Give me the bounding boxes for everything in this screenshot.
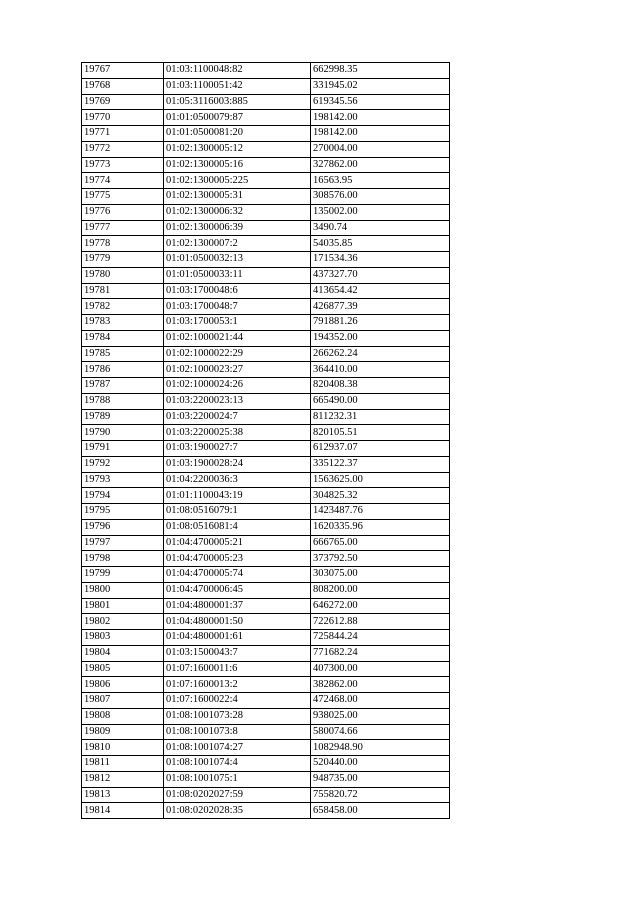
cadastral-number-cell: 01:03:2200025:38 bbox=[164, 425, 311, 441]
table-row bbox=[82, 645, 450, 661]
row-number-cell: 19807 bbox=[82, 693, 164, 709]
row-number-cell: 19790 bbox=[82, 425, 164, 441]
table-row bbox=[82, 362, 450, 378]
amount-cell: 791881.26 bbox=[311, 315, 450, 331]
table-row bbox=[82, 582, 450, 598]
amount-cell: 820408.38 bbox=[311, 378, 450, 394]
amount-cell: 1620335.96 bbox=[311, 519, 450, 535]
amount-cell: 580074.66 bbox=[311, 724, 450, 740]
row-number-cell: 19800 bbox=[82, 582, 164, 598]
row-number-cell: 19771 bbox=[82, 126, 164, 142]
amount-cell: 194352.00 bbox=[311, 330, 450, 346]
amount-cell: 54035.85 bbox=[311, 236, 450, 252]
table-row bbox=[82, 409, 450, 425]
table-row bbox=[82, 677, 450, 693]
amount-cell: 755820.72 bbox=[311, 787, 450, 803]
cadastral-number-cell: 01:08:1001075:1 bbox=[164, 771, 311, 787]
cadastral-number-cell: 01:08:1001074:4 bbox=[164, 756, 311, 772]
amount-cell: 270004.00 bbox=[311, 141, 450, 157]
amount-cell: 820105.51 bbox=[311, 425, 450, 441]
table-row bbox=[82, 614, 450, 630]
table-row bbox=[82, 535, 450, 551]
row-number-cell: 19802 bbox=[82, 614, 164, 630]
row-number-cell: 19801 bbox=[82, 598, 164, 614]
table-row bbox=[82, 173, 450, 189]
cadastral-number-cell: 01:04:2200036:3 bbox=[164, 472, 311, 488]
cadastral-number-cell: 01:07:1600022:4 bbox=[164, 693, 311, 709]
table-row bbox=[82, 425, 450, 441]
cadastral-number-cell: 01:02:1300007:2 bbox=[164, 236, 311, 252]
amount-cell: 811232.31 bbox=[311, 409, 450, 425]
row-number-cell: 19777 bbox=[82, 220, 164, 236]
table-row bbox=[82, 299, 450, 315]
table-row bbox=[82, 472, 450, 488]
amount-cell: 612937.07 bbox=[311, 441, 450, 457]
row-number-cell: 19809 bbox=[82, 724, 164, 740]
table-row bbox=[82, 504, 450, 520]
cadastral-number-cell: 01:03:1700048:7 bbox=[164, 299, 311, 315]
amount-cell: 3490.74 bbox=[311, 220, 450, 236]
amount-cell: 619345.56 bbox=[311, 94, 450, 110]
amount-cell: 1563625.00 bbox=[311, 472, 450, 488]
cadastral-number-cell: 01:04:4700005:21 bbox=[164, 535, 311, 551]
row-number-cell: 19789 bbox=[82, 409, 164, 425]
amount-cell: 472468.00 bbox=[311, 693, 450, 709]
amount-cell: 722612.88 bbox=[311, 614, 450, 630]
row-number-cell: 19770 bbox=[82, 110, 164, 126]
table-row bbox=[82, 708, 450, 724]
cadastral-number-cell: 01:03:2200023:13 bbox=[164, 393, 311, 409]
amount-cell: 308576.00 bbox=[311, 189, 450, 205]
amount-cell: 266262.24 bbox=[311, 346, 450, 362]
table-row bbox=[82, 441, 450, 457]
amount-cell: 662998.35 bbox=[311, 63, 450, 79]
row-number-cell: 19774 bbox=[82, 173, 164, 189]
cadastral-number-cell: 01:03:1100048:82 bbox=[164, 63, 311, 79]
table-row bbox=[82, 598, 450, 614]
amount-cell: 808200.00 bbox=[311, 582, 450, 598]
row-number-cell: 19805 bbox=[82, 661, 164, 677]
table-row bbox=[82, 126, 450, 142]
amount-cell: 666765.00 bbox=[311, 535, 450, 551]
row-number-cell: 19808 bbox=[82, 708, 164, 724]
cadastral-number-cell: 01:02:1000022:29 bbox=[164, 346, 311, 362]
amount-cell: 725844.24 bbox=[311, 630, 450, 646]
data-table bbox=[81, 62, 450, 819]
cadastral-number-cell: 01:03:1100051:42 bbox=[164, 78, 311, 94]
table-row bbox=[82, 693, 450, 709]
amount-cell: 135002.00 bbox=[311, 204, 450, 220]
table-body bbox=[82, 63, 450, 819]
cadastral-number-cell: 01:03:1500043:7 bbox=[164, 645, 311, 661]
cadastral-number-cell: 01:03:1900028:24 bbox=[164, 456, 311, 472]
amount-cell: 1423487.76 bbox=[311, 504, 450, 520]
table-row bbox=[82, 661, 450, 677]
cadastral-number-cell: 01:02:1300005:12 bbox=[164, 141, 311, 157]
amount-cell: 382862.00 bbox=[311, 677, 450, 693]
amount-cell: 665490.00 bbox=[311, 393, 450, 409]
table-row bbox=[82, 519, 450, 535]
cadastral-number-cell: 01:01:0500033:11 bbox=[164, 267, 311, 283]
cadastral-number-cell: 01:04:4800001:37 bbox=[164, 598, 311, 614]
table-row bbox=[82, 94, 450, 110]
table-row bbox=[82, 456, 450, 472]
row-number-cell: 19791 bbox=[82, 441, 164, 457]
table-row bbox=[82, 157, 450, 173]
table-row bbox=[82, 787, 450, 803]
row-number-cell: 19778 bbox=[82, 236, 164, 252]
cadastral-number-cell: 01:02:1000021:44 bbox=[164, 330, 311, 346]
cadastral-number-cell: 01:08:0202028:35 bbox=[164, 803, 311, 819]
row-number-cell: 19781 bbox=[82, 283, 164, 299]
table-row bbox=[82, 567, 450, 583]
table-row bbox=[82, 724, 450, 740]
row-number-cell: 19804 bbox=[82, 645, 164, 661]
table-row bbox=[82, 189, 450, 205]
row-number-cell: 19797 bbox=[82, 535, 164, 551]
table-row bbox=[82, 110, 450, 126]
row-number-cell: 19787 bbox=[82, 378, 164, 394]
amount-cell: 364410.00 bbox=[311, 362, 450, 378]
table-row bbox=[82, 204, 450, 220]
table-row bbox=[82, 236, 450, 252]
row-number-cell: 19776 bbox=[82, 204, 164, 220]
amount-cell: 646272.00 bbox=[311, 598, 450, 614]
table-row bbox=[82, 330, 450, 346]
amount-cell: 771682.24 bbox=[311, 645, 450, 661]
amount-cell: 373792.50 bbox=[311, 551, 450, 567]
row-number-cell: 19811 bbox=[82, 756, 164, 772]
amount-cell: 331945.02 bbox=[311, 78, 450, 94]
cadastral-number-cell: 01:04:4700005:23 bbox=[164, 551, 311, 567]
cadastral-number-cell: 01:08:1001074:27 bbox=[164, 740, 311, 756]
row-number-cell: 19810 bbox=[82, 740, 164, 756]
table-row bbox=[82, 803, 450, 819]
amount-cell: 1082948.90 bbox=[311, 740, 450, 756]
cadastral-number-cell: 01:02:1000024:26 bbox=[164, 378, 311, 394]
table-row bbox=[82, 771, 450, 787]
amount-cell: 303075.00 bbox=[311, 567, 450, 583]
row-number-cell: 19780 bbox=[82, 267, 164, 283]
amount-cell: 335122.37 bbox=[311, 456, 450, 472]
row-number-cell: 19812 bbox=[82, 771, 164, 787]
cadastral-number-cell: 01:05:3116003:885 bbox=[164, 94, 311, 110]
cadastral-number-cell: 01:08:0516079:1 bbox=[164, 504, 311, 520]
amount-cell: 948735.00 bbox=[311, 771, 450, 787]
table-row bbox=[82, 252, 450, 268]
table-row bbox=[82, 740, 450, 756]
cadastral-number-cell: 01:03:2200024:7 bbox=[164, 409, 311, 425]
table-row bbox=[82, 267, 450, 283]
cadastral-number-cell: 01:02:1300006:39 bbox=[164, 220, 311, 236]
table-row bbox=[82, 63, 450, 79]
cadastral-number-cell: 01:04:4700005:74 bbox=[164, 567, 311, 583]
cadastral-number-cell: 01:03:1700048:6 bbox=[164, 283, 311, 299]
row-number-cell: 19772 bbox=[82, 141, 164, 157]
amount-cell: 658458.00 bbox=[311, 803, 450, 819]
row-number-cell: 19784 bbox=[82, 330, 164, 346]
table-row bbox=[82, 378, 450, 394]
cadastral-number-cell: 01:04:4800001:50 bbox=[164, 614, 311, 630]
cadastral-number-cell: 01:02:1300005:16 bbox=[164, 157, 311, 173]
cadastral-number-cell: 01:03:1700053:1 bbox=[164, 315, 311, 331]
table-row bbox=[82, 78, 450, 94]
row-number-cell: 19782 bbox=[82, 299, 164, 315]
row-number-cell: 19813 bbox=[82, 787, 164, 803]
row-number-cell: 19793 bbox=[82, 472, 164, 488]
row-number-cell: 19767 bbox=[82, 63, 164, 79]
amount-cell: 198142.00 bbox=[311, 126, 450, 142]
cadastral-number-cell: 01:04:4800001:61 bbox=[164, 630, 311, 646]
amount-cell: 407300.00 bbox=[311, 661, 450, 677]
row-number-cell: 19806 bbox=[82, 677, 164, 693]
cadastral-number-cell: 01:08:0516081:4 bbox=[164, 519, 311, 535]
row-number-cell: 19775 bbox=[82, 189, 164, 205]
table-row bbox=[82, 630, 450, 646]
cadastral-number-cell: 01:01:0500081:20 bbox=[164, 126, 311, 142]
table-row bbox=[82, 141, 450, 157]
table-row bbox=[82, 346, 450, 362]
row-number-cell: 19803 bbox=[82, 630, 164, 646]
cadastral-number-cell: 01:08:1001073:8 bbox=[164, 724, 311, 740]
cadastral-number-cell: 01:08:1001073:28 bbox=[164, 708, 311, 724]
amount-cell: 520440.00 bbox=[311, 756, 450, 772]
table-row bbox=[82, 551, 450, 567]
row-number-cell: 19814 bbox=[82, 803, 164, 819]
cadastral-number-cell: 01:02:1300005:31 bbox=[164, 189, 311, 205]
amount-cell: 304825.32 bbox=[311, 488, 450, 504]
row-number-cell: 19794 bbox=[82, 488, 164, 504]
amount-cell: 171534.36 bbox=[311, 252, 450, 268]
amount-cell: 327862.00 bbox=[311, 157, 450, 173]
row-number-cell: 19798 bbox=[82, 551, 164, 567]
row-number-cell: 19783 bbox=[82, 315, 164, 331]
table-row bbox=[82, 220, 450, 236]
row-number-cell: 19792 bbox=[82, 456, 164, 472]
cadastral-number-cell: 01:07:1600011:6 bbox=[164, 661, 311, 677]
amount-cell: 437327.70 bbox=[311, 267, 450, 283]
row-number-cell: 19773 bbox=[82, 157, 164, 173]
row-number-cell: 19795 bbox=[82, 504, 164, 520]
cadastral-number-cell: 01:01:1100043:19 bbox=[164, 488, 311, 504]
row-number-cell: 19768 bbox=[82, 78, 164, 94]
cadastral-number-cell: 01:02:1300006:32 bbox=[164, 204, 311, 220]
amount-cell: 938025.00 bbox=[311, 708, 450, 724]
cadastral-number-cell: 01:02:1000023:27 bbox=[164, 362, 311, 378]
row-number-cell: 19796 bbox=[82, 519, 164, 535]
row-number-cell: 19799 bbox=[82, 567, 164, 583]
row-number-cell: 19779 bbox=[82, 252, 164, 268]
table-row bbox=[82, 283, 450, 299]
row-number-cell: 19788 bbox=[82, 393, 164, 409]
row-number-cell: 19785 bbox=[82, 346, 164, 362]
table-row bbox=[82, 393, 450, 409]
cadastral-number-cell: 01:01:0500032:13 bbox=[164, 252, 311, 268]
cadastral-number-cell: 01:02:1300005:225 bbox=[164, 173, 311, 189]
cadastral-number-cell: 01:01:0500079:87 bbox=[164, 110, 311, 126]
row-number-cell: 19786 bbox=[82, 362, 164, 378]
amount-cell: 426877.39 bbox=[311, 299, 450, 315]
cadastral-number-cell: 01:08:0202027:59 bbox=[164, 787, 311, 803]
amount-cell: 16563.95 bbox=[311, 173, 450, 189]
cadastral-number-cell: 01:04:4700006:45 bbox=[164, 582, 311, 598]
cadastral-number-cell: 01:07:1600013:2 bbox=[164, 677, 311, 693]
table-row bbox=[82, 315, 450, 331]
amount-cell: 413654.42 bbox=[311, 283, 450, 299]
row-number-cell: 19769 bbox=[82, 94, 164, 110]
table-row bbox=[82, 756, 450, 772]
table-row bbox=[82, 488, 450, 504]
amount-cell: 198142.00 bbox=[311, 110, 450, 126]
cadastral-number-cell: 01:03:1900027:7 bbox=[164, 441, 311, 457]
